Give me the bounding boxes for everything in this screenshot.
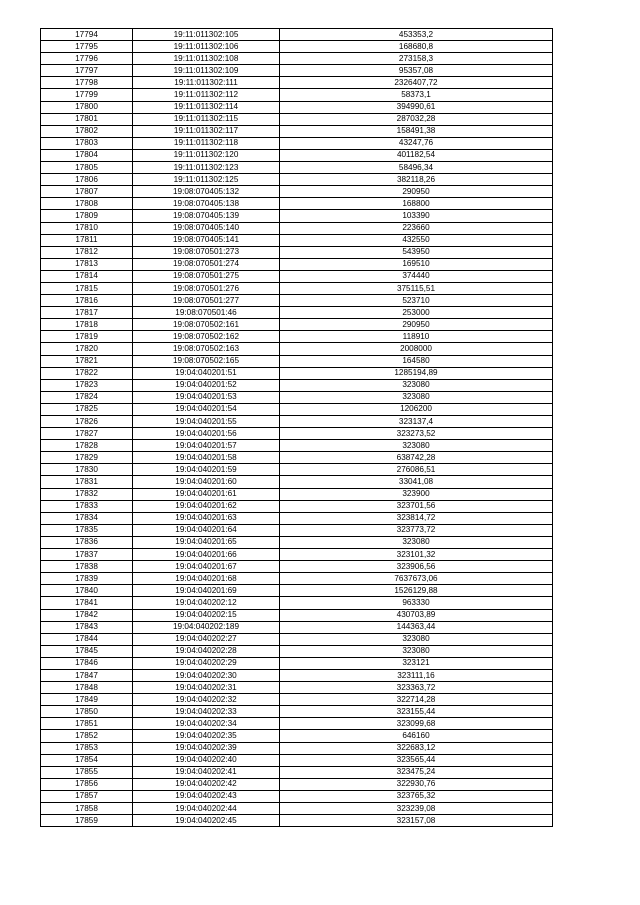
value-cell: 453353,2 [280, 29, 553, 41]
table-row [41, 89, 553, 101]
table-row [41, 319, 553, 331]
table-row [41, 597, 553, 609]
row-number-cell: 17813 [41, 258, 133, 270]
cadastral-number-cell: 19:11:011302:115 [133, 113, 280, 125]
table-row [41, 101, 553, 113]
row-number-cell: 17850 [41, 706, 133, 718]
row-number-cell: 17832 [41, 488, 133, 500]
value-cell: 323137,4 [280, 416, 553, 428]
value-cell: 401182,54 [280, 149, 553, 161]
table-row [41, 29, 553, 41]
table-row [41, 307, 553, 319]
row-number-cell: 17821 [41, 355, 133, 367]
cadastral-number-cell: 19:04:040201:59 [133, 464, 280, 476]
cadastral-number-cell: 19:11:011302:123 [133, 162, 280, 174]
value-cell: 144363,44 [280, 621, 553, 633]
value-cell: 323363,72 [280, 682, 553, 694]
row-number-cell: 17804 [41, 149, 133, 161]
value-cell: 118910 [280, 331, 553, 343]
cadastral-number-cell: 19:08:070501:274 [133, 258, 280, 270]
table-row [41, 682, 553, 694]
table-row [41, 428, 553, 440]
value-cell: 287032,28 [280, 113, 553, 125]
value-cell: 646160 [280, 730, 553, 742]
table-row [41, 186, 553, 198]
cadastral-number-cell: 19:04:040202:28 [133, 645, 280, 657]
row-number-cell: 17830 [41, 464, 133, 476]
value-cell: 158491,38 [280, 125, 553, 137]
row-number-cell: 17858 [41, 803, 133, 815]
value-cell: 322930,76 [280, 778, 553, 790]
row-number-cell: 17796 [41, 53, 133, 65]
cadastral-number-cell: 19:04:040201:60 [133, 476, 280, 488]
row-number-cell: 17822 [41, 367, 133, 379]
cadastral-number-cell: 19:08:070501:276 [133, 282, 280, 294]
value-cell: 430703,89 [280, 609, 553, 621]
cadastral-number-cell: 19:11:011302:112 [133, 89, 280, 101]
table-row [41, 295, 553, 307]
table-body [41, 29, 553, 827]
value-cell: 543950 [280, 246, 553, 258]
value-cell: 253000 [280, 307, 553, 319]
cadastral-number-cell: 19:04:040202:33 [133, 706, 280, 718]
table-row [41, 77, 553, 89]
table-row [41, 718, 553, 730]
row-number-cell: 17844 [41, 633, 133, 645]
row-number-cell: 17845 [41, 645, 133, 657]
cadastral-number-cell: 19:04:040202:45 [133, 815, 280, 827]
table-row [41, 730, 553, 742]
table-row [41, 645, 553, 657]
cadastral-number-cell: 19:04:040201:64 [133, 524, 280, 536]
value-cell: 374440 [280, 270, 553, 282]
row-number-cell: 17828 [41, 440, 133, 452]
value-cell: 323080 [280, 645, 553, 657]
cadastral-number-cell: 19:08:070405:140 [133, 222, 280, 234]
value-cell: 638742,28 [280, 452, 553, 464]
cadastral-number-cell: 19:11:011302:109 [133, 65, 280, 77]
cadastral-number-cell: 19:08:070405:139 [133, 210, 280, 222]
document-page [40, 28, 552, 827]
row-number-cell: 17818 [41, 319, 133, 331]
value-cell: 323773,72 [280, 524, 553, 536]
value-cell: 323155,44 [280, 706, 553, 718]
table-row [41, 754, 553, 766]
table-row [41, 766, 553, 778]
cadastral-number-cell: 19:04:040202:189 [133, 621, 280, 633]
table-row [41, 488, 553, 500]
cadastral-number-cell: 19:11:011302:108 [133, 53, 280, 65]
value-cell: 323906,56 [280, 561, 553, 573]
table-row [41, 391, 553, 403]
value-cell: 394990,61 [280, 101, 553, 113]
value-cell: 2008000 [280, 343, 553, 355]
value-cell: 323565,44 [280, 754, 553, 766]
value-cell: 58496,34 [280, 162, 553, 174]
value-cell: 963330 [280, 597, 553, 609]
row-number-cell: 17794 [41, 29, 133, 41]
table-row [41, 403, 553, 415]
row-number-cell: 17798 [41, 77, 133, 89]
data-table [40, 28, 553, 827]
table-row [41, 222, 553, 234]
row-number-cell: 17831 [41, 476, 133, 488]
value-cell: 164580 [280, 355, 553, 367]
value-cell: 103390 [280, 210, 553, 222]
cadastral-number-cell: 19:08:070501:275 [133, 270, 280, 282]
value-cell: 290950 [280, 319, 553, 331]
cadastral-number-cell: 19:04:040201:55 [133, 416, 280, 428]
row-number-cell: 17840 [41, 585, 133, 597]
value-cell: 95357,08 [280, 65, 553, 77]
cadastral-number-cell: 19:08:070502:165 [133, 355, 280, 367]
value-cell: 290950 [280, 186, 553, 198]
cadastral-number-cell: 19:04:040201:63 [133, 512, 280, 524]
cadastral-number-cell: 19:04:040202:12 [133, 597, 280, 609]
cadastral-number-cell: 19:04:040201:61 [133, 488, 280, 500]
cadastral-number-cell: 19:04:040201:54 [133, 403, 280, 415]
value-cell: 323239,08 [280, 803, 553, 815]
row-number-cell: 17803 [41, 137, 133, 149]
table-row [41, 657, 553, 669]
cadastral-number-cell: 19:04:040202:31 [133, 682, 280, 694]
value-cell: 322683,12 [280, 742, 553, 754]
row-number-cell: 17856 [41, 778, 133, 790]
table-row [41, 440, 553, 452]
table-row [41, 234, 553, 246]
cadastral-number-cell: 19:11:011302:106 [133, 41, 280, 53]
value-cell: 58373,1 [280, 89, 553, 101]
row-number-cell: 17857 [41, 790, 133, 802]
table-row [41, 633, 553, 645]
row-number-cell: 17797 [41, 65, 133, 77]
value-cell: 223660 [280, 222, 553, 234]
cadastral-number-cell: 19:04:040201:68 [133, 573, 280, 585]
value-cell: 169510 [280, 258, 553, 270]
cadastral-number-cell: 19:08:070502:162 [133, 331, 280, 343]
cadastral-number-cell: 19:04:040201:57 [133, 440, 280, 452]
value-cell: 168680,8 [280, 41, 553, 53]
table-row [41, 669, 553, 681]
value-cell: 323900 [280, 488, 553, 500]
table-row [41, 174, 553, 186]
value-cell: 1526129,88 [280, 585, 553, 597]
cadastral-number-cell: 19:11:011302:125 [133, 174, 280, 186]
row-number-cell: 17827 [41, 428, 133, 440]
row-number-cell: 17801 [41, 113, 133, 125]
row-number-cell: 17825 [41, 403, 133, 415]
cadastral-number-cell: 19:04:040201:56 [133, 428, 280, 440]
table-row [41, 41, 553, 53]
cadastral-number-cell: 19:08:070501:273 [133, 246, 280, 258]
row-number-cell: 17805 [41, 162, 133, 174]
table-row [41, 803, 553, 815]
cadastral-number-cell: 19:04:040202:30 [133, 669, 280, 681]
cadastral-number-cell: 19:04:040201:53 [133, 391, 280, 403]
value-cell: 323080 [280, 391, 553, 403]
row-number-cell: 17834 [41, 512, 133, 524]
cadastral-number-cell: 19:11:011302:105 [133, 29, 280, 41]
table-row [41, 706, 553, 718]
table-row [41, 500, 553, 512]
table-row [41, 778, 553, 790]
row-number-cell: 17847 [41, 669, 133, 681]
table-row [41, 452, 553, 464]
table-row [41, 416, 553, 428]
cadastral-number-cell: 19:04:040202:39 [133, 742, 280, 754]
row-number-cell: 17802 [41, 125, 133, 137]
table-row [41, 561, 553, 573]
table-row [41, 524, 553, 536]
table-row [41, 162, 553, 174]
value-cell: 43247,76 [280, 137, 553, 149]
cadastral-number-cell: 19:04:040202:32 [133, 694, 280, 706]
cadastral-number-cell: 19:04:040202:27 [133, 633, 280, 645]
cadastral-number-cell: 19:08:070405:141 [133, 234, 280, 246]
row-number-cell: 17852 [41, 730, 133, 742]
table-row [41, 53, 553, 65]
row-number-cell: 17859 [41, 815, 133, 827]
value-cell: 168800 [280, 198, 553, 210]
table-row [41, 621, 553, 633]
table-row [41, 512, 553, 524]
table-row [41, 464, 553, 476]
row-number-cell: 17838 [41, 561, 133, 573]
value-cell: 323080 [280, 633, 553, 645]
value-cell: 323080 [280, 536, 553, 548]
value-cell: 323701,56 [280, 500, 553, 512]
row-number-cell: 17816 [41, 295, 133, 307]
table-row [41, 355, 553, 367]
row-number-cell: 17848 [41, 682, 133, 694]
cadastral-number-cell: 19:04:040202:15 [133, 609, 280, 621]
value-cell: 323080 [280, 440, 553, 452]
table-row [41, 149, 553, 161]
row-number-cell: 17807 [41, 186, 133, 198]
row-number-cell: 17833 [41, 500, 133, 512]
value-cell: 323157,08 [280, 815, 553, 827]
row-number-cell: 17851 [41, 718, 133, 730]
table-row [41, 282, 553, 294]
value-cell: 276086,51 [280, 464, 553, 476]
cadastral-number-cell: 19:08:070405:138 [133, 198, 280, 210]
row-number-cell: 17841 [41, 597, 133, 609]
cadastral-number-cell: 19:11:011302:117 [133, 125, 280, 137]
cadastral-number-cell: 19:04:040201:58 [133, 452, 280, 464]
row-number-cell: 17817 [41, 307, 133, 319]
cadastral-number-cell: 19:04:040201:67 [133, 561, 280, 573]
cadastral-number-cell: 19:11:011302:111 [133, 77, 280, 89]
table-row [41, 549, 553, 561]
table-row [41, 815, 553, 827]
row-number-cell: 17849 [41, 694, 133, 706]
row-number-cell: 17820 [41, 343, 133, 355]
cadastral-number-cell: 19:04:040201:65 [133, 536, 280, 548]
row-number-cell: 17846 [41, 657, 133, 669]
table-row [41, 694, 553, 706]
row-number-cell: 17806 [41, 174, 133, 186]
cadastral-number-cell: 19:08:070501:46 [133, 307, 280, 319]
value-cell: 323111,16 [280, 669, 553, 681]
value-cell: 382118,26 [280, 174, 553, 186]
table-row [41, 137, 553, 149]
value-cell: 375115,51 [280, 282, 553, 294]
cadastral-number-cell: 19:08:070501:277 [133, 295, 280, 307]
table-row [41, 585, 553, 597]
row-number-cell: 17823 [41, 379, 133, 391]
row-number-cell: 17854 [41, 754, 133, 766]
value-cell: 273158,3 [280, 53, 553, 65]
table-row [41, 125, 553, 137]
cadastral-number-cell: 19:04:040201:66 [133, 549, 280, 561]
value-cell: 432550 [280, 234, 553, 246]
row-number-cell: 17808 [41, 198, 133, 210]
row-number-cell: 17824 [41, 391, 133, 403]
value-cell: 1285194,89 [280, 367, 553, 379]
table-row [41, 609, 553, 621]
row-number-cell: 17811 [41, 234, 133, 246]
table-row [41, 65, 553, 77]
value-cell: 323121 [280, 657, 553, 669]
cadastral-number-cell: 19:04:040202:41 [133, 766, 280, 778]
table-row [41, 367, 553, 379]
value-cell: 323099,68 [280, 718, 553, 730]
value-cell: 322714,28 [280, 694, 553, 706]
cadastral-number-cell: 19:04:040201:69 [133, 585, 280, 597]
cadastral-number-cell: 19:08:070502:163 [133, 343, 280, 355]
value-cell: 323475,24 [280, 766, 553, 778]
value-cell: 33041,08 [280, 476, 553, 488]
table-row [41, 198, 553, 210]
row-number-cell: 17836 [41, 536, 133, 548]
table-row [41, 573, 553, 585]
cadastral-number-cell: 19:11:011302:114 [133, 101, 280, 113]
table-row [41, 246, 553, 258]
cadastral-number-cell: 19:11:011302:118 [133, 137, 280, 149]
cadastral-number-cell: 19:04:040202:42 [133, 778, 280, 790]
row-number-cell: 17839 [41, 573, 133, 585]
table-row [41, 343, 553, 355]
row-number-cell: 17795 [41, 41, 133, 53]
row-number-cell: 17800 [41, 101, 133, 113]
cadastral-number-cell: 19:04:040202:44 [133, 803, 280, 815]
cadastral-number-cell: 19:08:070502:161 [133, 319, 280, 331]
table-row [41, 476, 553, 488]
cadastral-number-cell: 19:04:040202:34 [133, 718, 280, 730]
row-number-cell: 17853 [41, 742, 133, 754]
value-cell: 323765,32 [280, 790, 553, 802]
value-cell: 323080 [280, 379, 553, 391]
cadastral-number-cell: 19:11:011302:120 [133, 149, 280, 161]
row-number-cell: 17809 [41, 210, 133, 222]
cadastral-number-cell: 19:04:040202:43 [133, 790, 280, 802]
value-cell: 323273,52 [280, 428, 553, 440]
row-number-cell: 17855 [41, 766, 133, 778]
row-number-cell: 17812 [41, 246, 133, 258]
table-row [41, 210, 553, 222]
row-number-cell: 17810 [41, 222, 133, 234]
value-cell: 323814,72 [280, 512, 553, 524]
row-number-cell: 17829 [41, 452, 133, 464]
row-number-cell: 17799 [41, 89, 133, 101]
row-number-cell: 17814 [41, 270, 133, 282]
table-row [41, 742, 553, 754]
cadastral-number-cell: 19:04:040201:51 [133, 367, 280, 379]
table-row [41, 258, 553, 270]
value-cell: 323101,32 [280, 549, 553, 561]
value-cell: 523710 [280, 295, 553, 307]
row-number-cell: 17826 [41, 416, 133, 428]
row-number-cell: 17835 [41, 524, 133, 536]
cadastral-number-cell: 19:04:040202:35 [133, 730, 280, 742]
row-number-cell: 17819 [41, 331, 133, 343]
cadastral-number-cell: 19:04:040201:62 [133, 500, 280, 512]
row-number-cell: 17837 [41, 549, 133, 561]
cadastral-number-cell: 19:04:040201:52 [133, 379, 280, 391]
row-number-cell: 17842 [41, 609, 133, 621]
table-row [41, 270, 553, 282]
value-cell: 1206200 [280, 403, 553, 415]
table-row [41, 331, 553, 343]
cadastral-number-cell: 19:04:040202:40 [133, 754, 280, 766]
table-row [41, 536, 553, 548]
table-row [41, 113, 553, 125]
value-cell: 7637673,06 [280, 573, 553, 585]
cadastral-number-cell: 19:04:040202:29 [133, 657, 280, 669]
table-row [41, 379, 553, 391]
row-number-cell: 17843 [41, 621, 133, 633]
row-number-cell: 17815 [41, 282, 133, 294]
table-row [41, 790, 553, 802]
cadastral-number-cell: 19:08:070405:132 [133, 186, 280, 198]
value-cell: 2326407,72 [280, 77, 553, 89]
